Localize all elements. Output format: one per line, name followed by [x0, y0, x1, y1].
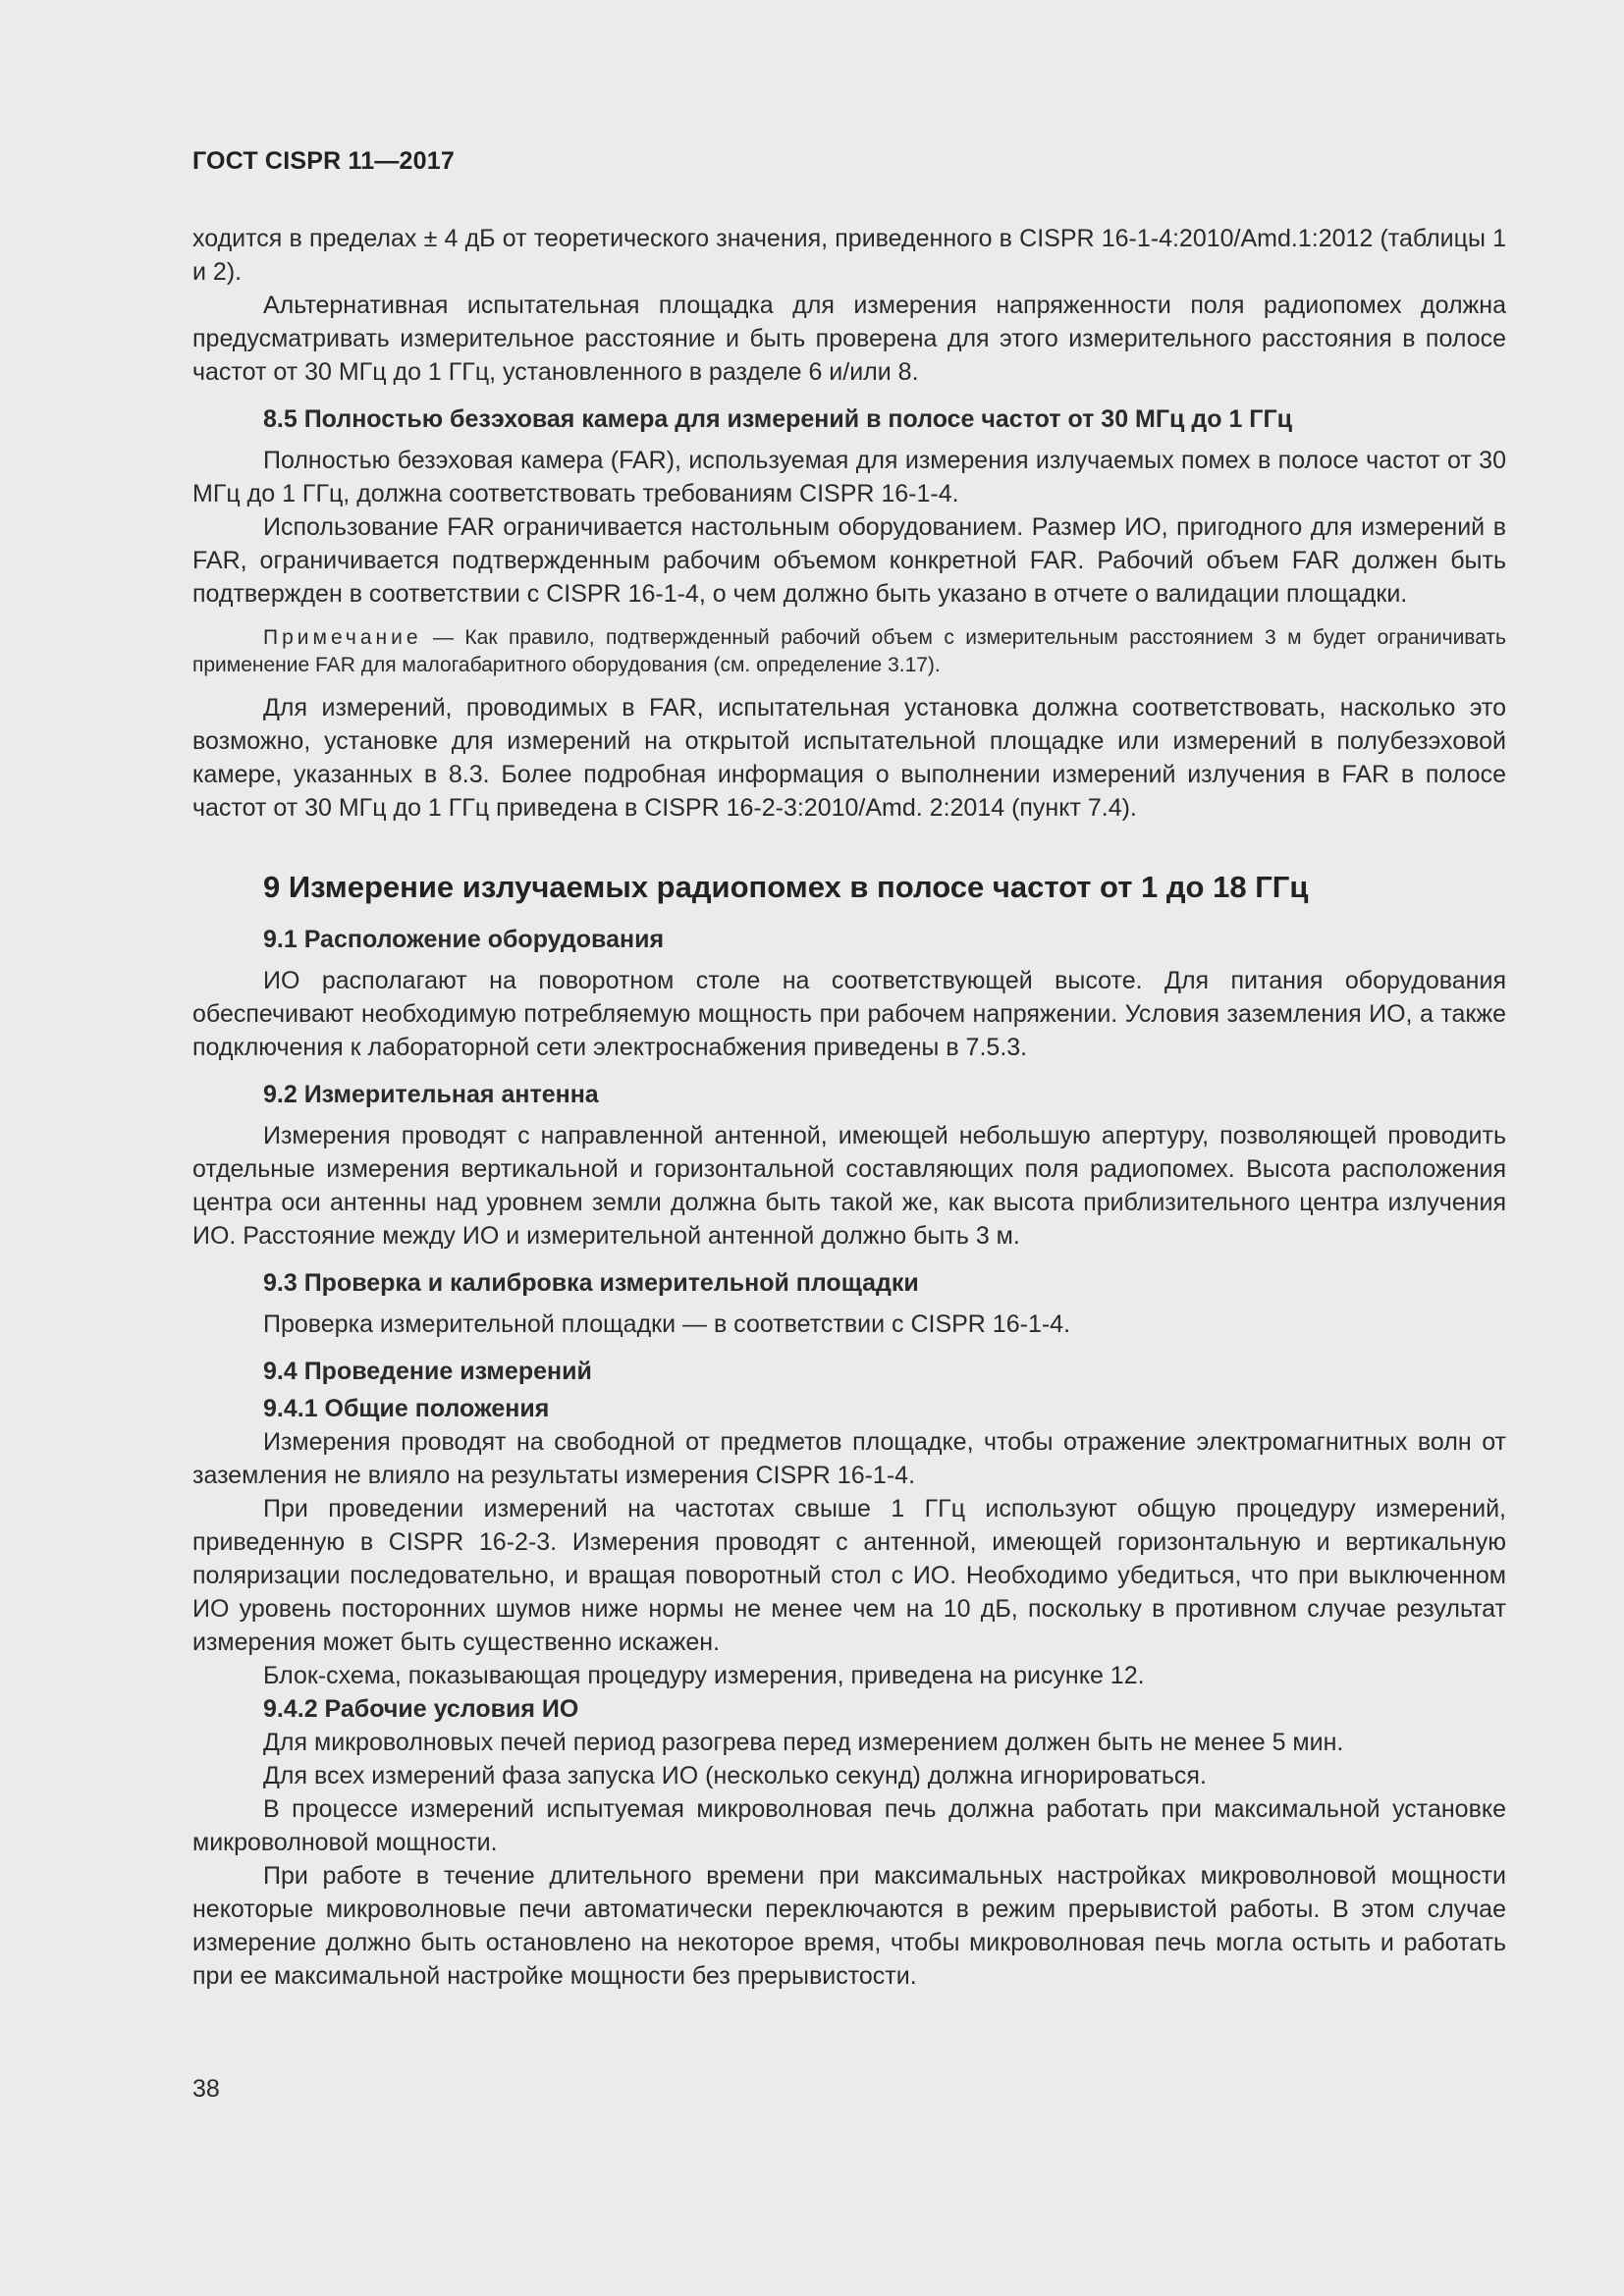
paragraph: Для всех измерений фаза запуска ИО (несколько секунд) должна игнорироваться. [263, 1762, 1207, 1789]
section-heading-9-1: 9.1 Расположение оборудования [263, 926, 665, 953]
paragraph: Измерения проводят с направленной антенной, имеющей небольшую апертуру, позволяющей проводить отдельные измерения вертикальной и горизонтальной составляющих поля радиопомех. Высота расположения центра оси антенны над уровнем земли должна быть такой же, как высота приблизительного центра излучения ИО. Расстояние между ИО и измерительной антенной должно быть 3 м. [192, 1122, 1506, 1250]
paragraph: ходится в пределах ± 4 дБ от теоретического значения, приведенного в CISPR 16-1-4:2010/Amd.1:2012 (таблицы 1 и 2). [192, 225, 1506, 286]
paragraph: Проверка измерительной площадки — в соответствии с CISPR 16-1-4. [263, 1310, 1071, 1338]
paragraph: Блок-схема, показывающая процедуру измерения, приведена на рисунке 12. [263, 1662, 1145, 1689]
paragraph: Для измерений, проводимых в FAR, испытательная установка должна соответствовать, насколько это возможно, установке для измерений на открытой испытательной площадке или измерений в полубезэховой камере, указанных в 8.3. Более подробная информация о выполнении измерений излучения в FAR в полосе частот от 30 МГц до 1 ГГц приведена в CISPR 16-2-3:2010/Amd. 2:2014 (пункт 7.4). [192, 694, 1506, 822]
note [192, 624, 1506, 679]
section-heading-9-4-2: 9.4.2 Рабочие условия ИО [263, 1695, 579, 1723]
section-heading-9-2: 9.2 Измерительная антенна [263, 1081, 599, 1108]
paragraph: При проведении измерений на частотах свыше 1 ГГц используют общую процедуру измерений, приведенную в CISPR 16-2-3. Измерения проводят с антенной, имеющей горизонтальную и вертикальную поляризации последовательно, и вращая поворотный стол с ИО. Необходимо убедиться, что при выключенном ИО уровень посторонних шумов ниже нормы не менее чем на 10 дБ, поскольку в противном случае результат измерения может быть существенно искажен. [192, 1495, 1506, 1656]
section-heading-8-5: 8.5 Полностью безэховая камера для измерений в полосе частот от 30 МГц до 1 ГГц [263, 405, 1293, 433]
document-body [192, 222, 1506, 1993]
paragraph: При работе в течение длительного времени при максимальных настройках микроволновой мощности некоторые микроволновые печи автоматически переключаются в режим прерывистой работы. В этом случае измерение должно быть остановлено на некоторое время, чтобы микроволновая печь могла остыть и работать при ее максимальной настройке мощности без прерывистости. [192, 1862, 1506, 1990]
paragraph: ИО располагают на поворотном столе на соответствующей высоте. Для питания оборудования обеспечивают необходимую потребляемую мощность при рабочем напряжении. Условия заземления ИО, а также подключения к лабораторной сети электроснабжения приведены в 7.5.3. [192, 967, 1506, 1061]
paragraph: Использование FAR ограничивается настольным оборудованием. Размер ИО, пригодного для измерений в FAR, ограничивается подтвержденным рабочим объемом конкретной FAR. Рабочий объем FAR должен быть подтвержден в соответствии с CISPR 16-1-4, о чем должно быть указано в отчете о валидации площадки. [192, 513, 1506, 608]
paragraph: Полностью безэховая камера (FAR), используемая для измерения излучаемых помех в полосе частот от 30 МГц до 1 ГГц, должна соответствовать требованиям CISPR 16-1-4. [192, 447, 1506, 507]
section-heading-9-4-1: 9.4.1 Общие положения [263, 1395, 550, 1422]
section-heading-9-3: 9.3 Проверка и калибровка измерительной площадки [263, 1269, 919, 1297]
paragraph: Альтернативная испытательная площадка для измерения напряженности поля радиопомех должна предусматривать измерительное расстояние и быть проверена для этого измерительного расстояния в полосе частот от 30 МГц до 1 ГГц, установленного в разделе 6 и/или 8. [192, 292, 1506, 386]
page-number: 38 [192, 2075, 220, 2103]
note-text: — Как правило, подтвержденный рабочий объем с измерительным расстоянием 3 м будет ограничивать применение FAR для малогабаритного оборудования (см. определение 3.17). [192, 626, 1506, 676]
paragraph: Для микроволновых печей период разогрева перед измерением должен быть не менее 5 мин. [263, 1729, 1344, 1756]
paragraph: В процессе измерений испытуемая микроволновая печь должна работать при максимальной установке микроволновой мощности. [192, 1795, 1506, 1856]
document-header: ГОСТ CISPR 11—2017 [192, 147, 455, 175]
paragraph: Измерения проводят на свободной от предметов площадке, чтобы отражение электромагнитных волн от заземления не влияло на результаты измерения CISPR 16-1-4. [192, 1428, 1506, 1489]
note-label: Примечание [263, 626, 422, 649]
section-heading-9: 9 Измерение излучаемых радиопомех в полосе частот от 1 до 18 ГГц [263, 870, 1309, 904]
section-heading-9-4: 9.4 Проведение измерений [263, 1358, 592, 1385]
